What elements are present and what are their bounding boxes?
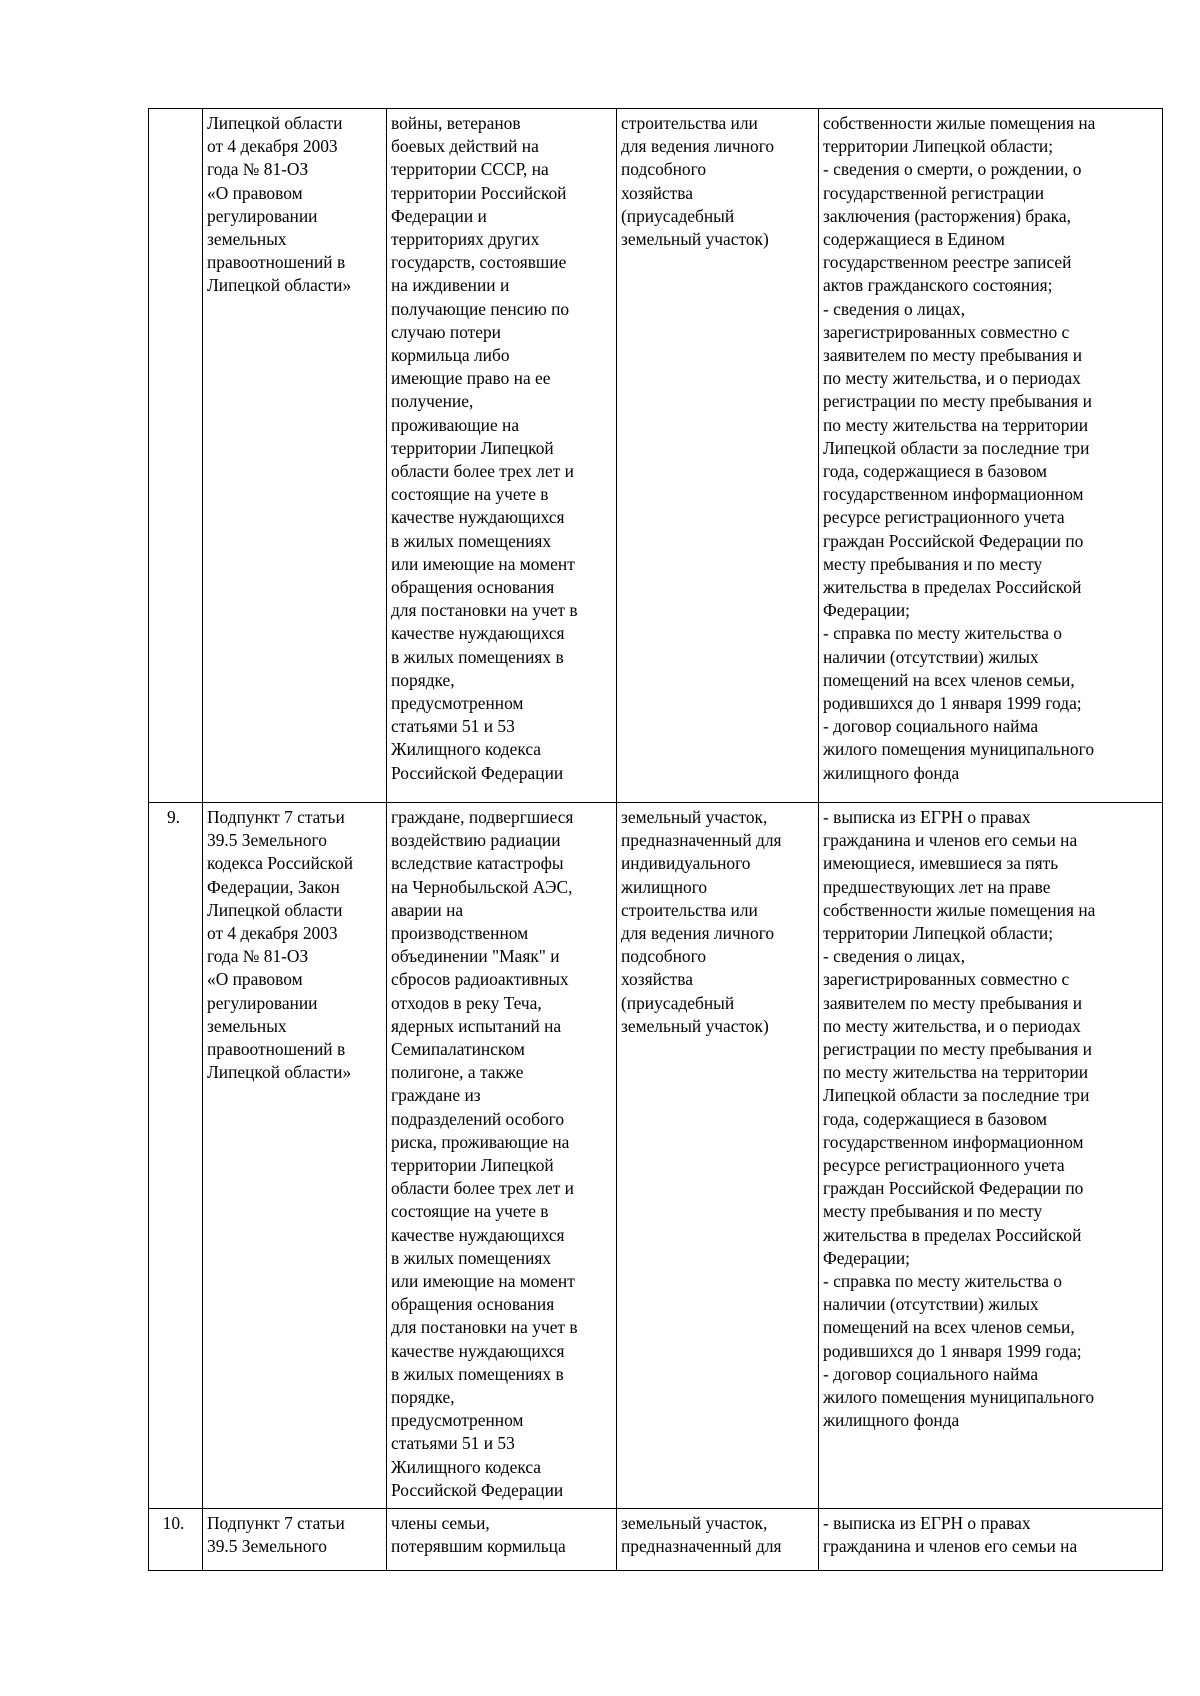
legal-basis-text: Подпункт 7 статьи 39.5 Земельного xyxy=(207,1513,345,1557)
citizen-category-cell xyxy=(387,109,617,803)
land-plot-type-text: строительства или для ведения личного подсобного хозяйства (приусадебный земельный участок) xyxy=(621,113,775,250)
required-documents-text: собственности жилые помещения на территории Липецкой области; - сведения о смерти, о рождении, о государственной регистрации заключения (расторжения) брака, содержащиеся в Едином государственном реестре записей актов гражданского состояния; - сведения о лицах, зарегистрированных совместно с заявителем по месту пребывания и по месту жительства, и о периодах регистрации по месту пребывания и по месту жительства на территории Липецкой области за последние три года, содержащиеся в базовом государственном информационном ресурсе регистрационного учета граждан Российской Федерации по месту пребывания и по месту жительства в пределах Российской Федерации; - справка по месту жительства о наличии (отсутствии) жилых помещений на всех членов семьи, родившихся до 1 января 1999 года; - договор социального найма жилого помещения муниципального жилищного фонда xyxy=(823,113,1096,783)
required-documents-text: - выписка из ЕГРН о правах гражданина и членов его семьи на xyxy=(823,1513,1078,1557)
citizen-category-cell xyxy=(387,1509,617,1571)
row-number-cell xyxy=(149,1509,203,1571)
land-plot-type-cell xyxy=(617,1509,819,1571)
row-number: 10. xyxy=(162,1513,185,1533)
row-number: 9. xyxy=(166,807,181,827)
legal-basis-cell xyxy=(203,1509,387,1571)
citizen-category-text: граждане, подвергшиеся воздействию радиации вследствие катастрофы на Чернобыльской АЭС, аварии на производственном объединении "Маяк" и сбросов радиоактивных отходов в реку Теча, ядерных испытаний на Семипалатинском полигоне, а также граждане из подразделений особого риска, проживающие на территории Липецкой области более трех лет и состоящие на учете в качестве нуждающихся в жилых помещениях или имеющие на момент обращения основания для постановки на учет в качестве нуждающихся в жилых помещениях в порядке, предусмотренном статьями 51 и 53 Жилищного кодекса Российской Федерации xyxy=(391,807,578,1500)
citizen-category-cell xyxy=(387,803,617,1509)
legal-basis-text: Липецкой области от 4 декабря 2003 года № 81-ОЗ «О правовом регулировании земельных правоотношений в Липецкой области» xyxy=(207,113,352,296)
required-documents-cell xyxy=(819,109,1163,803)
land-plot-type-cell xyxy=(617,803,819,1509)
citizen-category-text: войны, ветеранов боевых действий на территории СССР, на территории Российской Федерации и территориях других государств, состоявшие на иждивении и получающие пенсию по случаю потери кормильца либо имеющие право на ее получение, проживающие на территории Липецкой области более трех лет и состоящие на учете в качестве нуждающихся в жилых помещениях или имеющие на момент обращения основания для постановки на учет в качестве нуждающихся в жилых помещениях в порядке, предусмотренном статьями 51 и 53 Жилищного кодекса Российской Федерации xyxy=(391,113,578,783)
table-row xyxy=(149,109,1163,803)
document-table xyxy=(148,108,1163,1571)
table-row xyxy=(149,803,1163,1509)
row-number-cell xyxy=(149,803,203,1509)
land-plot-type-text: земельный участок, предназначенный для xyxy=(621,1513,782,1557)
row-number-cell xyxy=(149,109,203,803)
required-documents-text: - выписка из ЕГРН о правах гражданина и членов его семьи на имеющиеся, имевшиеся за пять предшествующих лет на праве собственности жилые помещения на территории Липецкой области; - сведения о лицах, зарегистрированных совместно с заявителем по месту пребывания и по месту жительства, и о периодах регистрации по месту пребывания и по месту жительства на территории Липецкой области за последние три года, содержащиеся в базовом государственном информационном ресурсе регистрационного учета граждан Российской Федерации по месту пребывания и по месту жительства в пределах Российской Федерации; - справка по месту жительства о наличии (отсутствии) жилых помещений на всех членов семьи, родившихся до 1 января 1999 года; - договор социального найма жилого помещения муниципального жилищного фонда xyxy=(823,807,1096,1431)
legal-basis-cell xyxy=(203,109,387,803)
required-documents-cell xyxy=(819,1509,1163,1571)
legal-basis-cell xyxy=(203,803,387,1509)
legal-basis-text: Подпункт 7 статьи 39.5 Земельного кодекса Российской Федерации, Закон Липецкой области от 4 декабря 2003 года № 81-ОЗ «О правовом регулировании земельных правоотношений в Липецкой области» xyxy=(207,807,354,1083)
required-documents-cell xyxy=(819,803,1163,1509)
land-plot-type-cell xyxy=(617,109,819,803)
citizen-category-text: члены семьи, потерявшим кормильца xyxy=(391,1513,566,1557)
land-plot-type-text: земельный участок, предназначенный для индивидуального жилищного строительства или для ведения личного подсобного хозяйства (приусадебный земельный участок) xyxy=(621,807,782,1036)
table-row xyxy=(149,1509,1163,1571)
